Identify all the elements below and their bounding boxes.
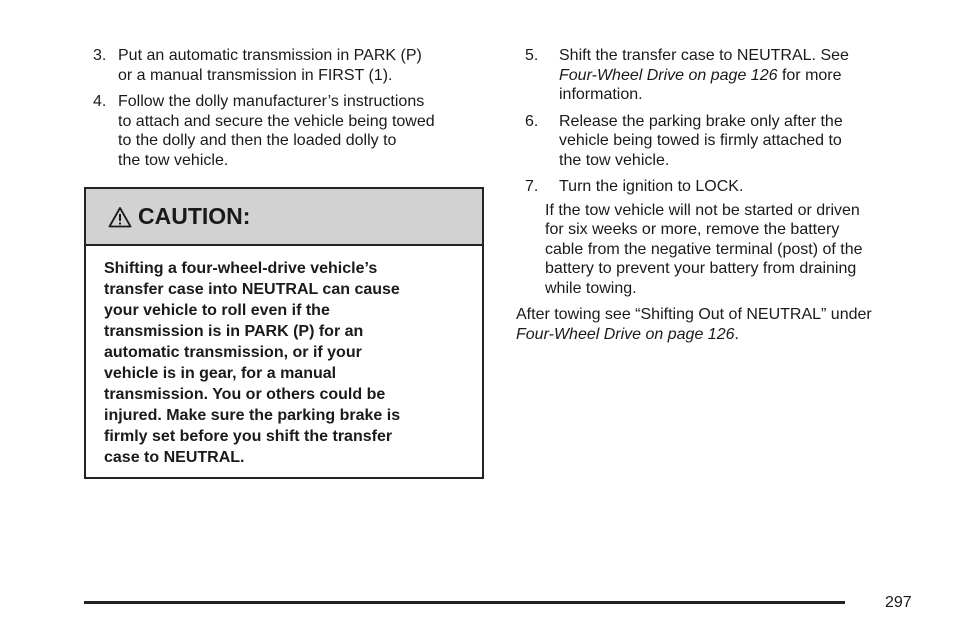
caution-line: injured. Make sure the parking brake is [104, 407, 401, 424]
step-number: 5. [525, 47, 539, 64]
warning-triangle-icon [108, 206, 132, 228]
right-column [516, 46, 916, 344]
paragraph-text: . [734, 325, 739, 343]
caution-line: transmission is in PARK (P) for an [104, 323, 364, 340]
note-line: If the tow vehicle will not be started or driven [545, 201, 860, 219]
step-number: 6. [525, 112, 539, 130]
step-number: 4. [93, 93, 107, 110]
step-text: Shift the transfer case to NEUTRAL. See [559, 47, 849, 64]
step-number: 3. [93, 47, 107, 64]
caution-title: CAUTION: [138, 202, 251, 229]
step-text: the tow vehicle. [559, 151, 670, 169]
step-text: to attach and secure the vehicle being towed [118, 112, 435, 130]
caution-line: transfer case into NEUTRAL can cause [104, 281, 400, 298]
caution-line: vehicle is in gear, for a manual [104, 365, 337, 382]
step-text: the tow vehicle. [118, 151, 229, 169]
step-text: Follow the dolly manufacturer’s instructions [118, 93, 425, 110]
caution-line: your vehicle to roll even if the [104, 302, 330, 319]
caution-text [86, 246, 482, 468]
caution-header [86, 189, 482, 246]
note-line: battery to prevent your battery from draining [545, 260, 857, 277]
note-line: while towing. [545, 279, 637, 297]
step-text: or a manual transmission in FIRST (1). [118, 66, 393, 84]
step-3 [93, 46, 488, 85]
left-column [93, 46, 488, 177]
step-text: to the dolly and then the loaded dolly to [118, 132, 397, 149]
caution-line: case to NEUTRAL. [104, 449, 245, 466]
step-5 [525, 46, 916, 105]
step-6 [525, 112, 916, 171]
page-reference-link[interactable]: Four-Wheel Drive on page 126 [559, 66, 778, 84]
paragraph-text: After towing see “Shifting Out of NEUTRAL” under [516, 306, 872, 323]
step-text: Release the parking brake only after the [559, 112, 843, 130]
note-line: cable from the negative terminal (post) of the [545, 240, 863, 258]
step-text: information. [559, 86, 643, 103]
note-line: for six weeks or more, remove the battery [545, 221, 840, 238]
caution-box [84, 187, 484, 479]
step-text: Put an automatic transmission in PARK (P) [118, 47, 422, 64]
step-text: Turn the ignition to LOCK. [559, 178, 744, 195]
step-text: vehicle being towed is firmly attached to [559, 132, 842, 149]
caution-line: automatic transmission, or if your [104, 344, 362, 361]
step-number: 7. [525, 178, 539, 195]
page-number: 297 [885, 594, 912, 611]
caution-line: transmission. You or others could be [104, 386, 386, 403]
caution-line: firmly set before you shift the transfer [104, 428, 393, 445]
step-text: for more [777, 66, 842, 84]
after-towing-paragraph [516, 305, 916, 344]
step-7 [525, 177, 916, 197]
caution-line: Shifting a four-wheel-drive vehicle’s [104, 260, 378, 277]
page-reference-link[interactable]: Four-Wheel Drive on page 126 [516, 325, 735, 343]
footer-rule [84, 601, 845, 604]
step-7-note [545, 201, 916, 299]
step-4 [93, 92, 488, 170]
